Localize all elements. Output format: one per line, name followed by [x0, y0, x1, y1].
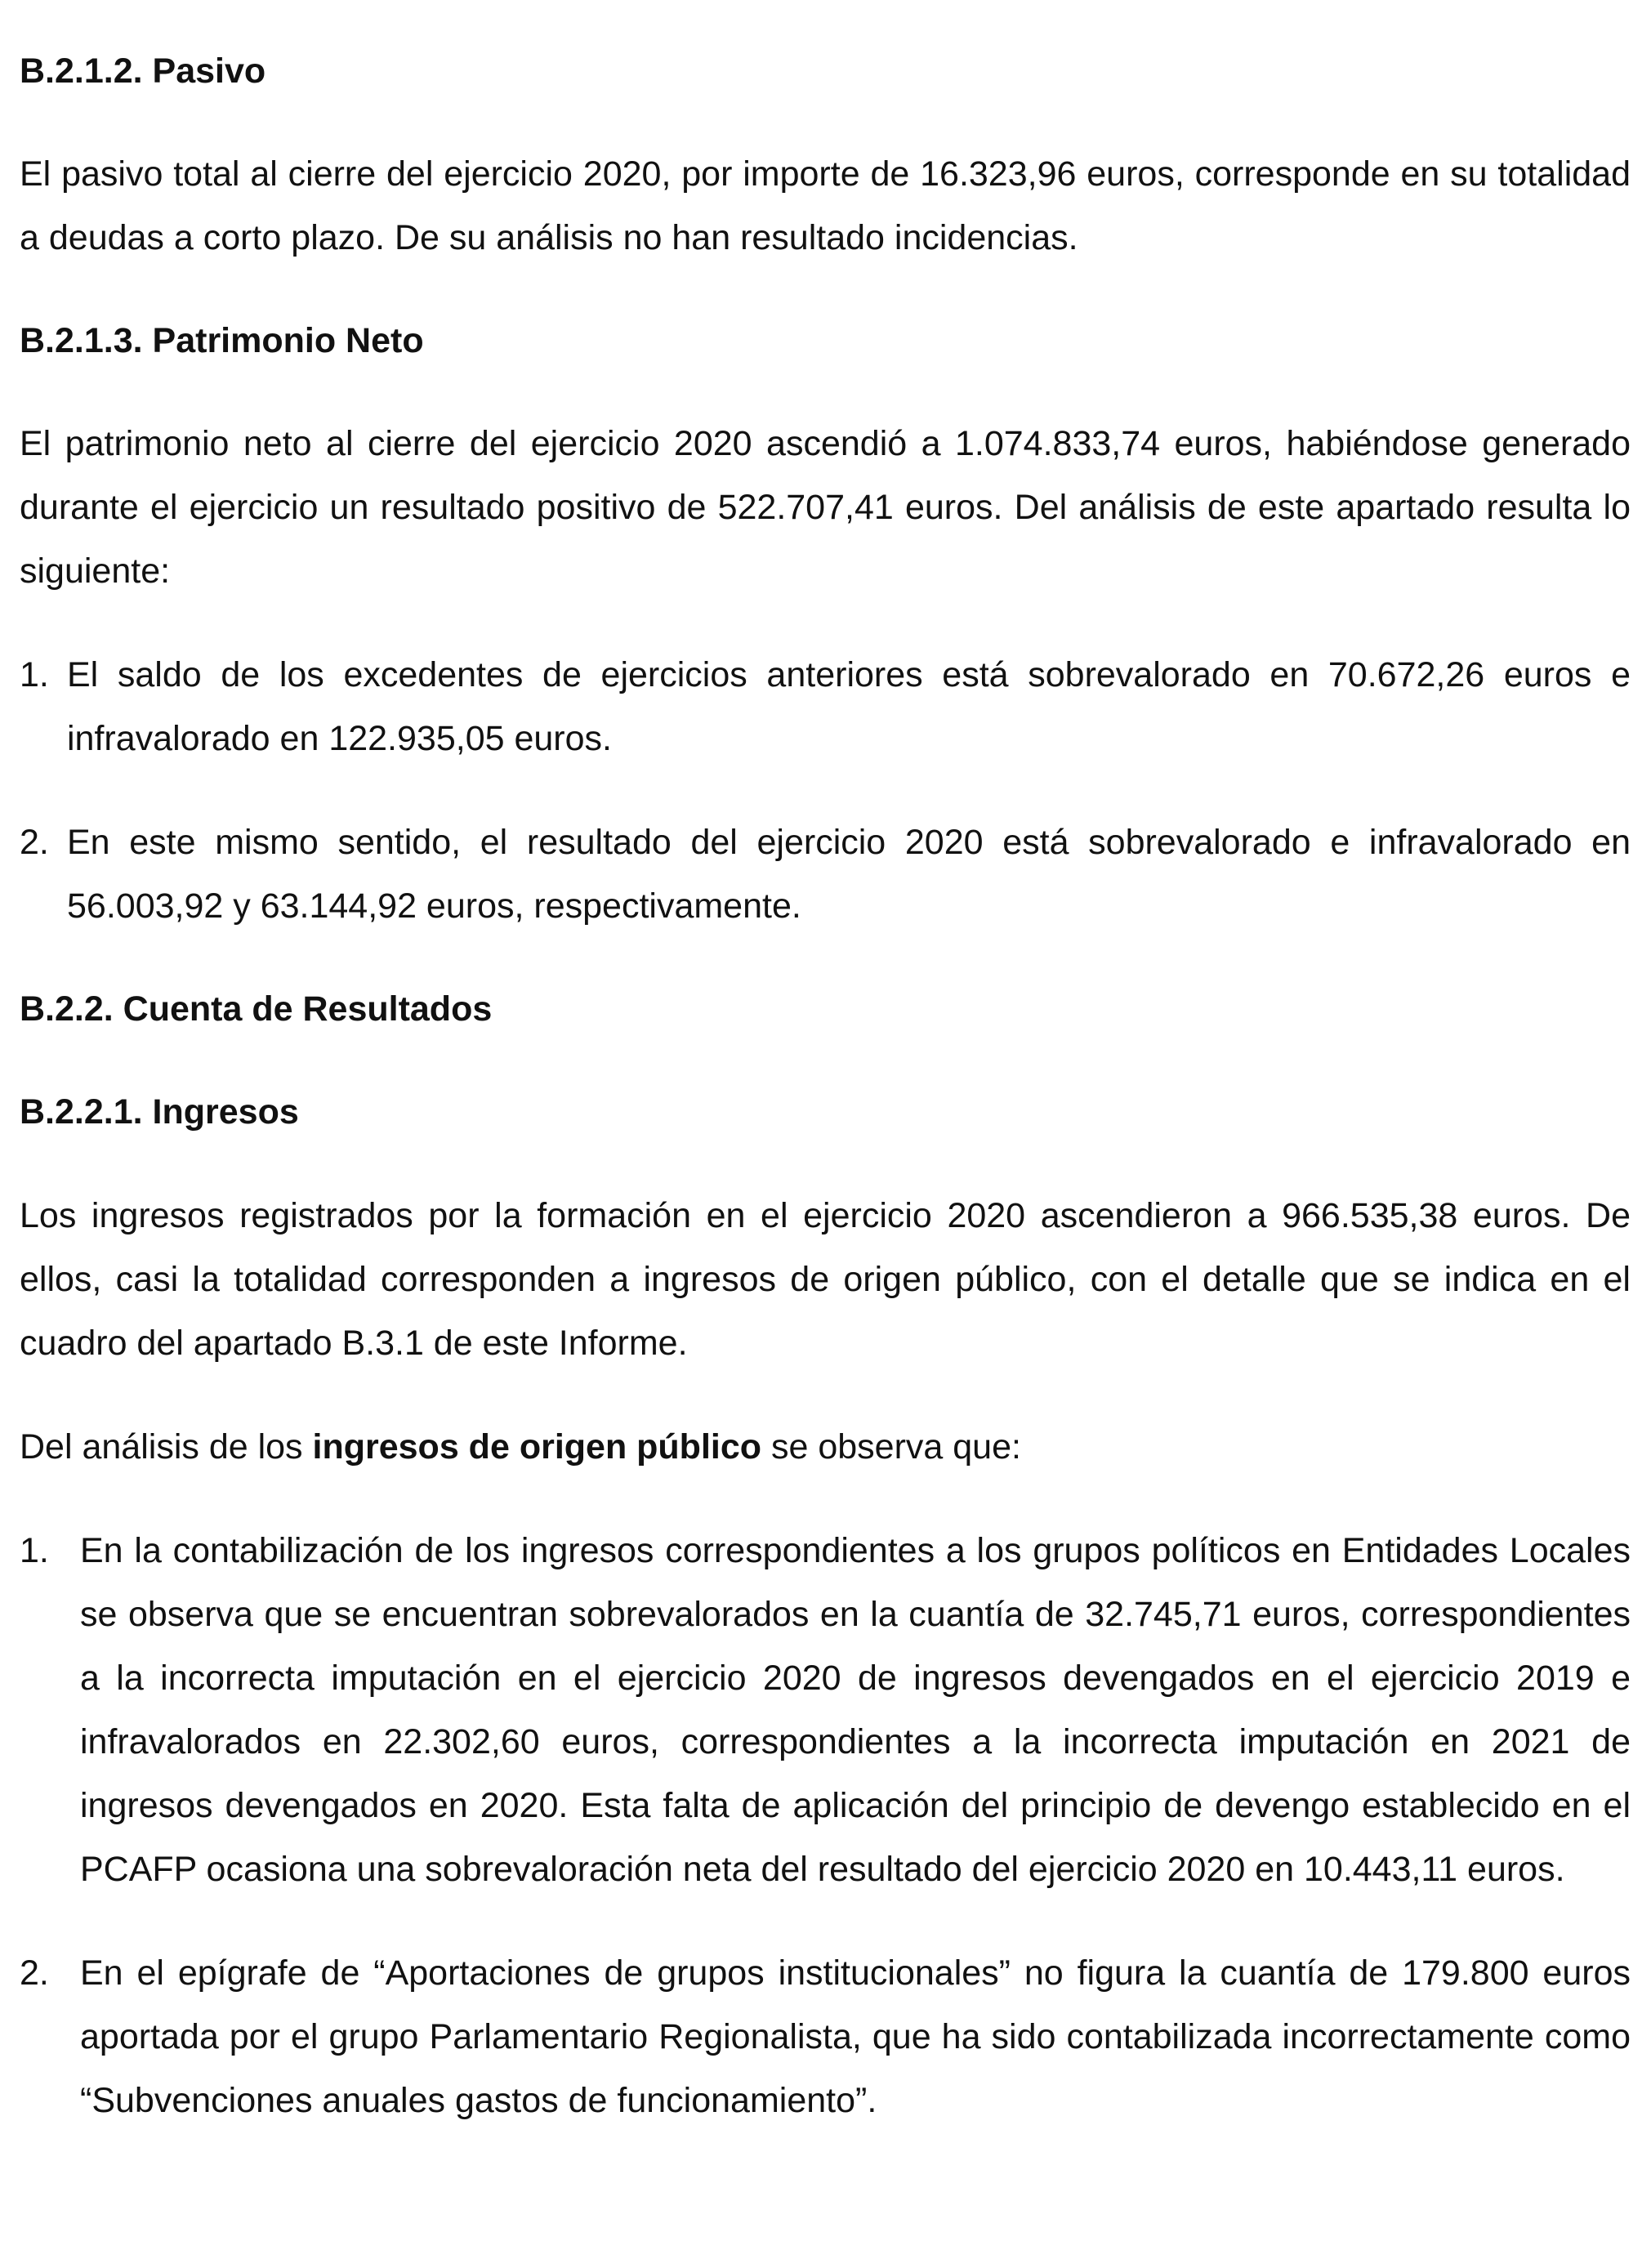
intro-text-after: se observa que: [761, 1427, 1021, 1467]
list-item [20, 1941, 1631, 2132]
list-item [20, 1519, 1631, 1901]
heading-cuenta-resultados: B.2.2. Cuenta de Resultados [20, 989, 493, 1029]
ingresos-findings-list [20, 1519, 1631, 2132]
intro-text-bold: ingresos de origen público [312, 1427, 762, 1467]
list-item-number: 1. [20, 655, 49, 694]
paragraph-patrimonio-neto: El patrimonio neto al cierre del ejercicio 2020 ascendió a 1.074.833,74 euros, habiéndose generado durante el ejercicio un resultado positivo de 522.707,41 euros. Del análisis de este apartado resulta lo siguiente: [20, 424, 1631, 591]
patrimonio-findings-list [20, 643, 1631, 938]
list-spacer [20, 1901, 1631, 1941]
document-page [20, 39, 1631, 2132]
paragraph-pasivo: El pasivo total al cierre del ejercicio 2020, por importe de 16.323,96 euros, corresponde en su totalidad a deudas a corto plazo. De su análisis no han resultado incidencias. [20, 154, 1631, 257]
list-spacer [20, 770, 1631, 810]
list-item-number: 2. [20, 823, 49, 862]
list-item-number: 2. [20, 1953, 49, 1993]
heading-patrimonio-neto: B.2.1.3. Patrimonio Neto [20, 321, 424, 360]
list-item-text: El saldo de los excedentes de ejercicios anteriores está sobrevalorado en 70.672,26 euros e infravalorado en 122.935,05 euros. [67, 655, 1631, 758]
list-item-number: 1. [20, 1531, 49, 1570]
heading-pasivo: B.2.1.2. Pasivo [20, 51, 266, 91]
heading-ingresos: B.2.2.1. Ingresos [20, 1092, 299, 1132]
list-item [20, 810, 1631, 938]
list-item-text: En la contabilización de los ingresos correspondientes a los grupos políticos en Entidades Locales se observa que se encuentran sobrevalorados en la cuantía de 32.745,71 euros, correspondientes a la incorrecta imputación en el ejercicio 2020 de ingresos devengados en el ejercicio 2019 e infravalorados en 22.302,60 euros, correspondientes a la incorrecta imputación en 2021 de ingresos devengados en 2020. Esta falta de aplicación del principio de devengo establecido en el PCAFP ocasiona una sobrevaloración neta del resultado del ejercicio 2020 en 10.443,11 euros. [80, 1531, 1631, 1889]
intro-text-before: Del análisis de los [20, 1427, 313, 1467]
list-item-text: En el epígrafe de “Aportaciones de grupos institucionales” no figura la cuantía de 179.800 euros aportada por el grupo Parlamentario Regionalista, que ha sido contabilizada incorrectamente como “Subvenciones anuales gastos de funcionamiento”. [80, 1953, 1631, 2120]
list-item-text: En este mismo sentido, el resultado del ejercicio 2020 está sobrevalorado e infravalorado en 56.003,92 y 63.144,92 euros, respectivamente. [67, 823, 1631, 926]
paragraph-ingresos-intro [20, 1415, 1631, 1479]
paragraph-ingresos: Los ingresos registrados por la formación en el ejercicio 2020 ascendieron a 966.535,38 euros. De ellos, casi la totalidad corresponden a ingresos de origen público, con el detalle que se indica en el cuadro del apartado B.3.1 de este Informe. [20, 1196, 1631, 1363]
list-item [20, 643, 1631, 770]
